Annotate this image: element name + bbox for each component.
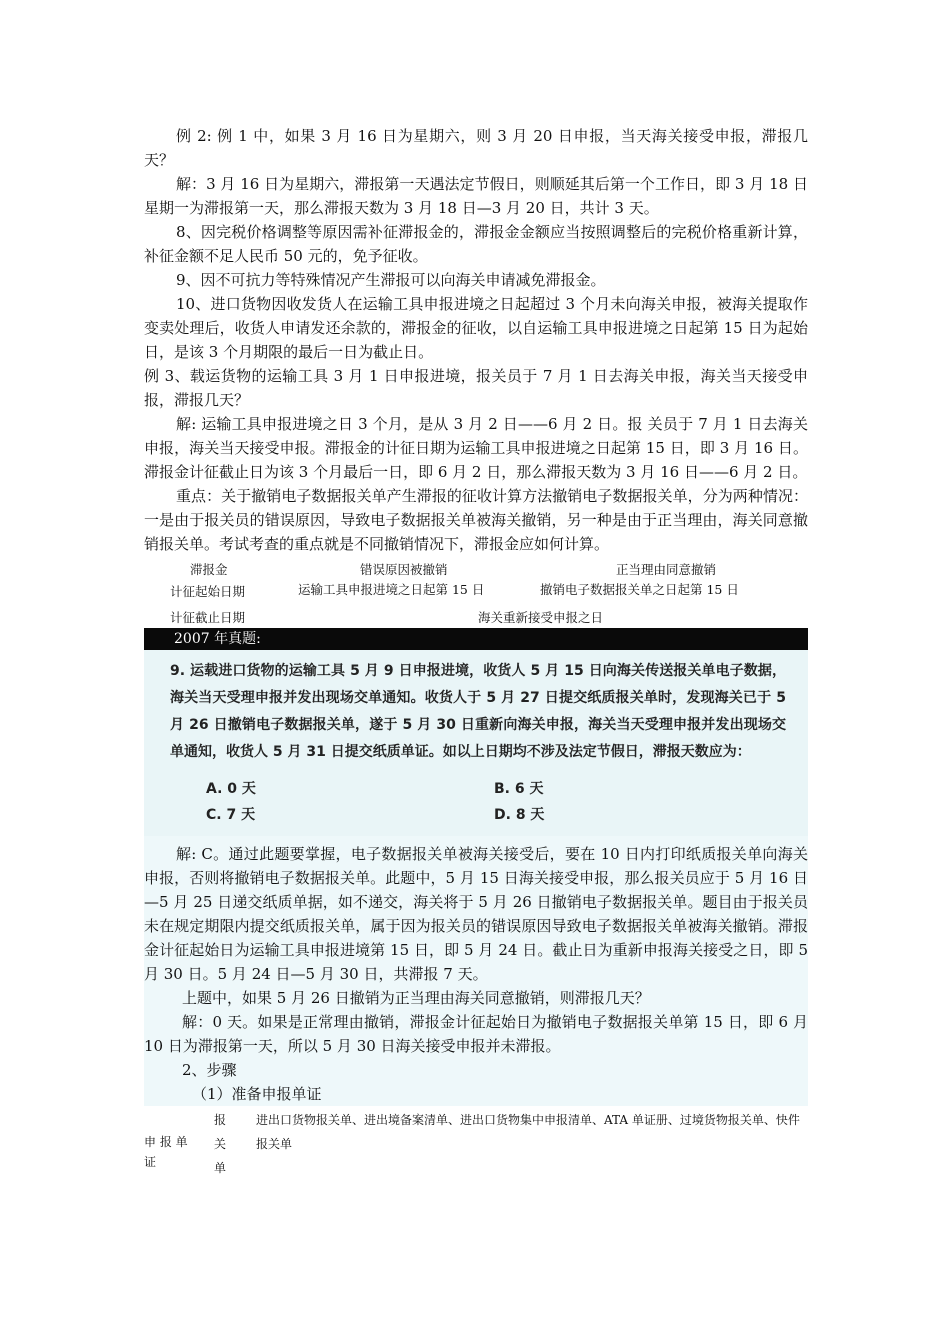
form-table-col3: 进出口货物报关单、进出境备案清单、进出口货物集中申报清单、ATA 单证册、过境货物报关单、快件报关单 — [256, 1113, 800, 1151]
example-2-question: 例 2: 例 1 中，如果 3 月 16 日为星期六，则 3 月 20 日申报，当天海关接受申报，滞报几天？ — [144, 127, 808, 169]
exam-solution-block — [144, 836, 808, 1106]
table-row-start-label: 计征起始日期 — [170, 584, 246, 599]
table-header-error: 错误原因被撤销 — [360, 562, 448, 577]
table-row-start-legit: 撤销电子数据报关单之日起第 15 日 — [540, 582, 739, 597]
rule-9: 9、因不可抗力等特殊情况产生滞报可以向海关申请减免滞报金。 — [176, 271, 606, 289]
exam-option-a: A. 0 天 — [206, 781, 256, 797]
exam-option-d: D. 8 天 — [494, 807, 545, 823]
section-steps: 2、步骤 — [182, 1061, 237, 1079]
table-row-start-error: 运输工具申报进境之日起第 15 日 — [298, 582, 485, 597]
form-table-col1: 申 报 单 证 — [144, 1135, 188, 1169]
step-1-heading: （1）准备申报单证 — [192, 1085, 322, 1103]
table-row-end-value: 海关重新接受申报之日 — [478, 610, 604, 625]
exam-question-image — [144, 650, 808, 836]
rule-8: 8、因完税价格调整等原因需补征滞报金的，滞报金金额应当按照调整后的完税价格重新计算，补征金额不足人民币 50 元的，免予征收。 — [144, 223, 808, 265]
example-2-answer: 解：3 月 16 日为星期六，滞报第一天遇法定节假日，则顺延其后第一个工作日，即 3 月 18 日星期一为滞报第一天，那么滞报天数为 3 月 18 日—3 月 20 日，共计 3 天。 — [144, 175, 808, 217]
exam-option-b: B. 6 天 — [494, 781, 544, 797]
exam-answer: 解: C。通过此题要掌握，电子数据报关单被海关接受后，要在 10 日内打印纸质报关单向海关申报，否则将撤销电子数据报关单。此题中，5 月 15 日海关接受申报，那么报关员应于 5 月 16 日—5 月 25 日递交纸质单据，如不递交，海关将于 5 月 26 日撤销电子数据报关单。题目由于报关员未在规定期限内提交纸质报关单，属于因为报关员的错误原因导致电子数据报关单被海关撤销。滞报金计征起始日为运输工具申报进境第 15 日，即 5 月 24 日。截止日为重新申报海关接受之日，即 5 月 30 日。5 月 24 日—5 月 30 日，共滞报 7 天。 — [144, 845, 808, 983]
exam-header-bar: 2007 年真题: — [144, 628, 808, 650]
example-3-answer: 解: 运输工具申报进境之日 3 个月，是从 3 月 2 日——6 月 2 日。报 关员于 7 月 1 日去海关申报，海关当天接受申报。滞报金的计征日期为运输工具申报进境之日起第 15 日，即 3 月 16 日。滞报金计征截止日为该 3 个月最后一日，即 6 月 2 日，那么滞报天数为 3 月 16 日——6 月 2 日。 — [144, 415, 808, 481]
followup-answer: 解：0 天。如果是正常理由撤销，滞报金计征起始日为撤销电子数据报关单第 15 日，即 6 月 10 日为滞报第一天，所以 5 月 30 日海关接受申报并未滞报。 — [144, 1013, 808, 1055]
example-3-question: 例 3、载运货物的运输工具 3 月 1 日申报进境，报关员于 7 月 1 日去海关申报，海关当天接受申报，滞报几天？ — [144, 367, 808, 409]
table-row-end-label: 计征截止日期 — [170, 610, 246, 625]
table-header-fee: 滞报金 — [190, 562, 228, 577]
rule-10: 10、进口货物因收发货人在运输工具申报进境之日起超过 3 个月未向海关申报，被海关提取作变卖处理后，收货人申请发还余款的，滞报金的征收，以自运输工具申报进境之日起第 15 日为起始日，是该 3 个月期限的最后一日为截止日。 — [144, 295, 808, 361]
key-point: 重点：关于撤销电子数据报关单产生滞报的征收计算方法撤销电子数据报关单，分为两种情况：一是由于报关员的错误原因，导致电子数据报关单被海关撤销，另一种是由于正当理由，海关同意撤销报关单。考试考查的重点就是不同撤销情况下，滞报金应如何计算。 — [144, 487, 808, 553]
followup-question: 上题中，如果 5 月 26 日撤销为正当理由海关同意撤销，则滞报几天？ — [182, 989, 650, 1007]
exam-question-text: 9. 运载进口货物的运输工具 5 月 9 日申报进境，收货人 5 月 15 日向海关传送报关单电子数据，海关当天受理申报并发出现场交单通知。收货人于 5 月 27 日提交纸质报关单时，发现海关已于 5 月 26 日撤销电子数据报关单，遂于 5 月 30 日重新向海关申报，海关当天受理申报并发出现场交单通知，收货人 5 月 31 日提交纸质单证。如以上日期均不涉及法定节假日，滞报天数应为： — [170, 663, 786, 760]
late-fee-table — [144, 556, 808, 628]
exam-option-c: C. 7 天 — [206, 807, 256, 823]
declaration-docs-table — [144, 1106, 808, 1186]
form-table-col2: 报 关 单 — [214, 1113, 227, 1175]
table-header-legit: 正当理由同意撤销 — [616, 562, 717, 577]
document-content — [144, 124, 808, 1186]
